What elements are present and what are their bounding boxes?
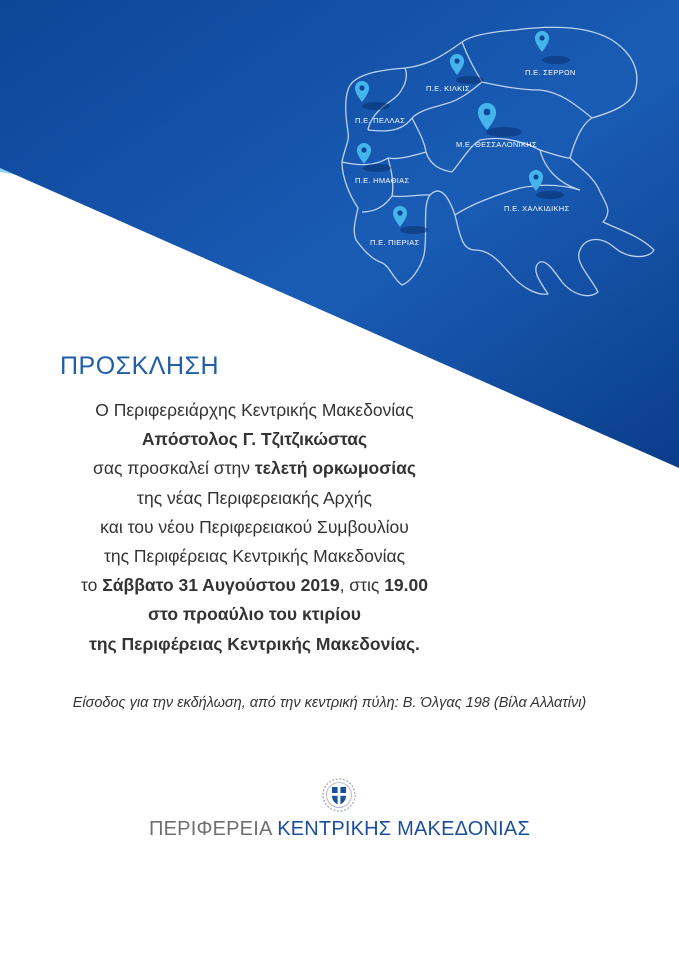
invitation-line	[0, 396, 594, 425]
event-date: Σάββατο 31 Αυγούστου 2019	[102, 575, 340, 596]
invitation-line	[0, 600, 594, 629]
invitation-line	[0, 542, 594, 571]
invitation-line	[0, 425, 594, 454]
invitation-line	[0, 630, 594, 659]
entrance-note: Είσοδος για την εκδήλωση, από την κεντρική πύλη: Β. Όλγας 198 (Βίλα Αλλατίνι)	[72, 695, 587, 711]
host-title: Ο Περιφερειάρχης Κεντρικής Μακεδονίας	[95, 400, 414, 420]
invitation-line	[0, 454, 594, 483]
invite-text: , στις	[339, 575, 385, 596]
page-title: ΠΡΟΣΚΛΗΣΗ	[60, 352, 220, 380]
map-label-serres: Π.Ε. ΣΕΡΡΩΝ	[525, 68, 576, 77]
invitation-line	[0, 571, 594, 600]
event-venue: στο προαύλιο του κτιρίου	[148, 604, 361, 625]
ceremony-name: τελετή ορκωμοσίας	[254, 458, 416, 479]
invitation-line	[0, 513, 594, 542]
invite-text: της Περιφέρειας Κεντρικής Μακεδονίας	[103, 546, 406, 567]
greek-emblem-icon	[322, 778, 356, 812]
event-venue: της Περιφέρειας Κεντρικής Μακεδονίας.	[89, 633, 420, 654]
map-label-pella: Π.Ε. ΠΕΛΛΑΣ	[355, 116, 406, 125]
map-label-imathia: Π.Ε. ΗΜΑΘΙΑΣ	[355, 176, 410, 185]
host-name: Απόστολος Γ. Τζιτζικώστας	[141, 429, 368, 450]
map-label-kilkis: Π.Ε. ΚΙΛΚΙΣ	[426, 84, 470, 93]
event-time: 19.00	[384, 575, 428, 596]
invite-text: και του νέου Περιφερειακού Συμβουλίου	[100, 516, 409, 537]
map-label-chalkidiki: Π.Ε. ΧΑΛΚΙΔΙΚΗΣ	[504, 204, 570, 213]
invitation-text	[0, 396, 594, 659]
map-label-thessaloniki: Μ.Ε. ΘΕΣΣΑΛΟΝΙΚΗΣ	[456, 140, 537, 149]
invite-text: το	[80, 575, 103, 596]
invite-text: της νέας Περιφερειακής Αρχής	[137, 487, 372, 508]
invitation-line	[0, 484, 594, 513]
map-label-pieria: Π.Ε. ΠΙΕΡΙΑΣ	[370, 238, 420, 247]
footer-region-name: ΚΕΝΤΡΙΚΗΣ ΜΑΚΕΔΟΝΙΑΣ	[277, 818, 531, 840]
footer-region-word: ΠΕΡΙΦΕΡΕΙΑ	[148, 818, 272, 840]
invite-text: σας προσκαλεί στην	[93, 458, 255, 479]
footer-logo-text	[0, 818, 679, 841]
